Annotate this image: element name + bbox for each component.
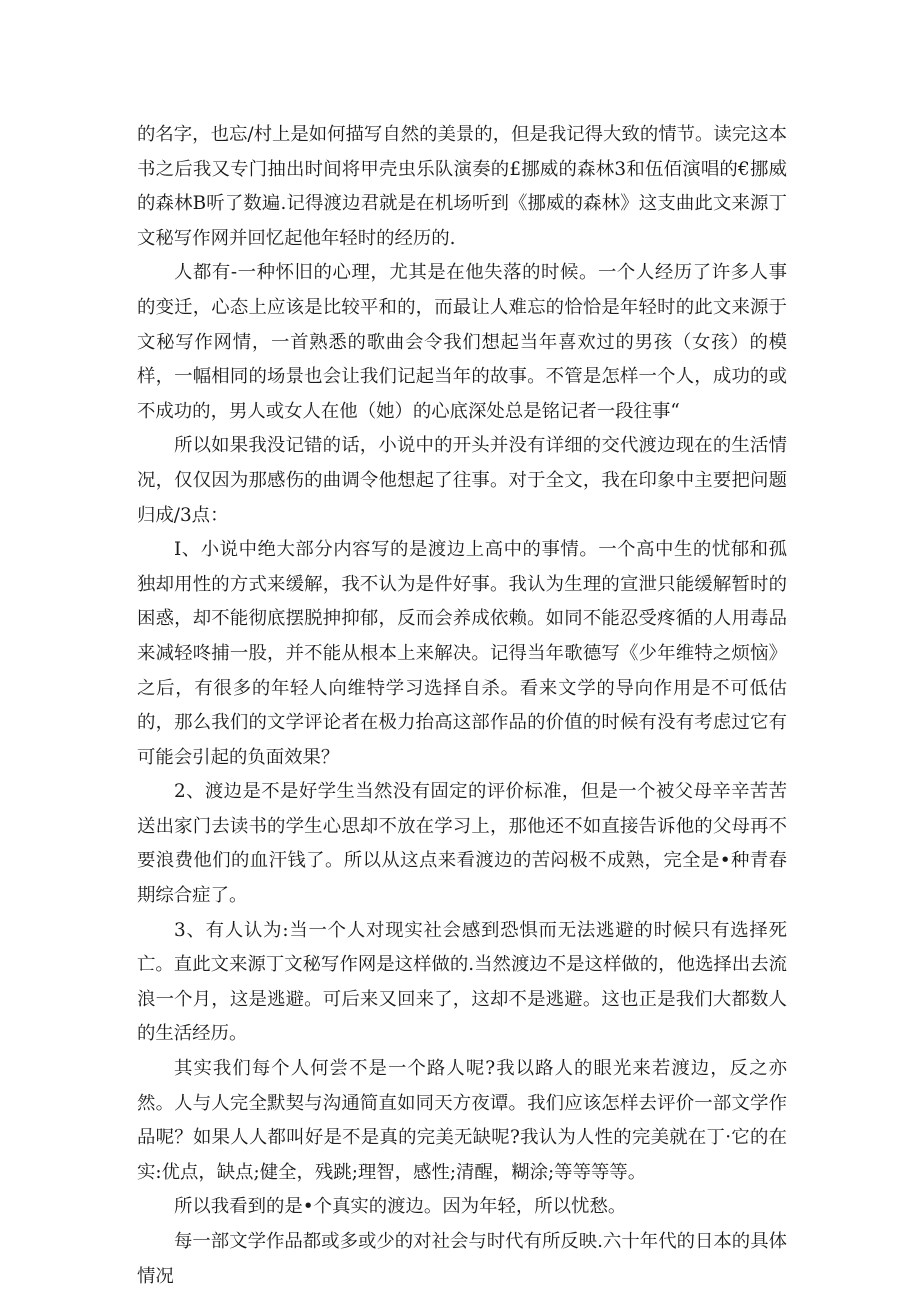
document-body [137,118,787,1294]
paragraph-8: 所以我看到的是•个真实的渡边。因为年轻，所以忧愁。 [174,1196,627,1218]
paragraph-2: 人都有-一种怀旧的心理，尤其是在他失落的时候。一个人经历了许多人事的变迁，心态上应该是比较平和的，而最让人难忘的恰恰是年轻时的此文来源于文秘写作网情，一首熟悉的歌曲会令我们想起当年喜欢过的男孩（女孩）的模样，一幅相同的场景也会让我们记起当年的故事。不管是怎样一个人，成功的或不成功的，男人或女人在他（她）的心底深处总是铭记者一段往事“ [137,262,787,422]
paragraph-1: 的名字，也忘/村上是如何描写自然的美景的，但是我记得大致的情节。读完这本书之后我又专门抽出时间将甲壳虫乐队演奏的£挪威的森林3和伍佰演唱的€挪威的森林B听了数遍.记得渡边君就是在机场听到《挪威的森林》这支曲此文来源丁文秘写作网并回忆起他年轻时的经历的. [137,124,787,249]
paragraph-9: 每一部文学作品都或多或少的对社会与时代有所反映.六十年代的日本的具体情况 [137,1231,787,1287]
paragraph-4: I、小说中绝大部分内容写的是渡边上高中的事情。一个高中生的忧郁和孤独却用性的方式来缓解，我不认为是件好事。我认为生理的宣泄只能缓解暂时的困惑，却不能彻底摆脱抻抑郁，反而会养成依赖。如同不能忍受疼循的人用毒品来减轻咚捕一股，并不能从根本上来解决。记得当年歌德写《少年维特之烦恼》之后，有很多的年轻人向维特学习选择自杀。看来文学的导向作用是不可低估的，那么我们的文学评论者在极力抬高这部作品的价值的时候有没有考虑过它有可能会引起的负面效果？ [137,539,787,768]
paragraph-7: 其实我们每个人何尝不是一个路人呢?我以路人的眼光来若渡边，反之亦然。人与人完全默契与沟通简直如同天方夜谭。我们应该怎样去评价一部文学作品呢？如果人人都叫好是不是真的完美无缺呢?我认为人性的完美就在丁·它的在实:优点，缺点;健全，残跳;理智，感性;清醒，糊涂;等等等等。 [137,1058,787,1183]
paragraph-3: 所以如果我没记错的话，小说中的开头并没有详细的交代渡边现在的生活情况，仅仅因为那感伤的曲调令他想起了往事。对于全文，我在印象中主要把问题归成/3点： [137,435,787,526]
paragraph-6: 3、有人认为:当一个人对现实社会感到恐惧而无法逃避的时候只有选择死亡。直此文来源丁文秘写作网是这样做的.当然渡边不是这样做的，他选择出去流浪一个月，这是逃避。可后来又回来了，这却不是逃避。这也正是我们大都数人的生活经历。 [137,919,787,1045]
paragraph-5: 2、渡边是不是好学生当然没有固定的评价标准，但是一个被父母辛辛苦苦送出家门去读书的学生心思却不放在学习上，那他还不如直接告诉他的父母再不要浪费他们的血汗钱了。所以从这点来看渡边的苦闷极不成熟，完全是•种青春期综合症了。 [137,781,787,907]
